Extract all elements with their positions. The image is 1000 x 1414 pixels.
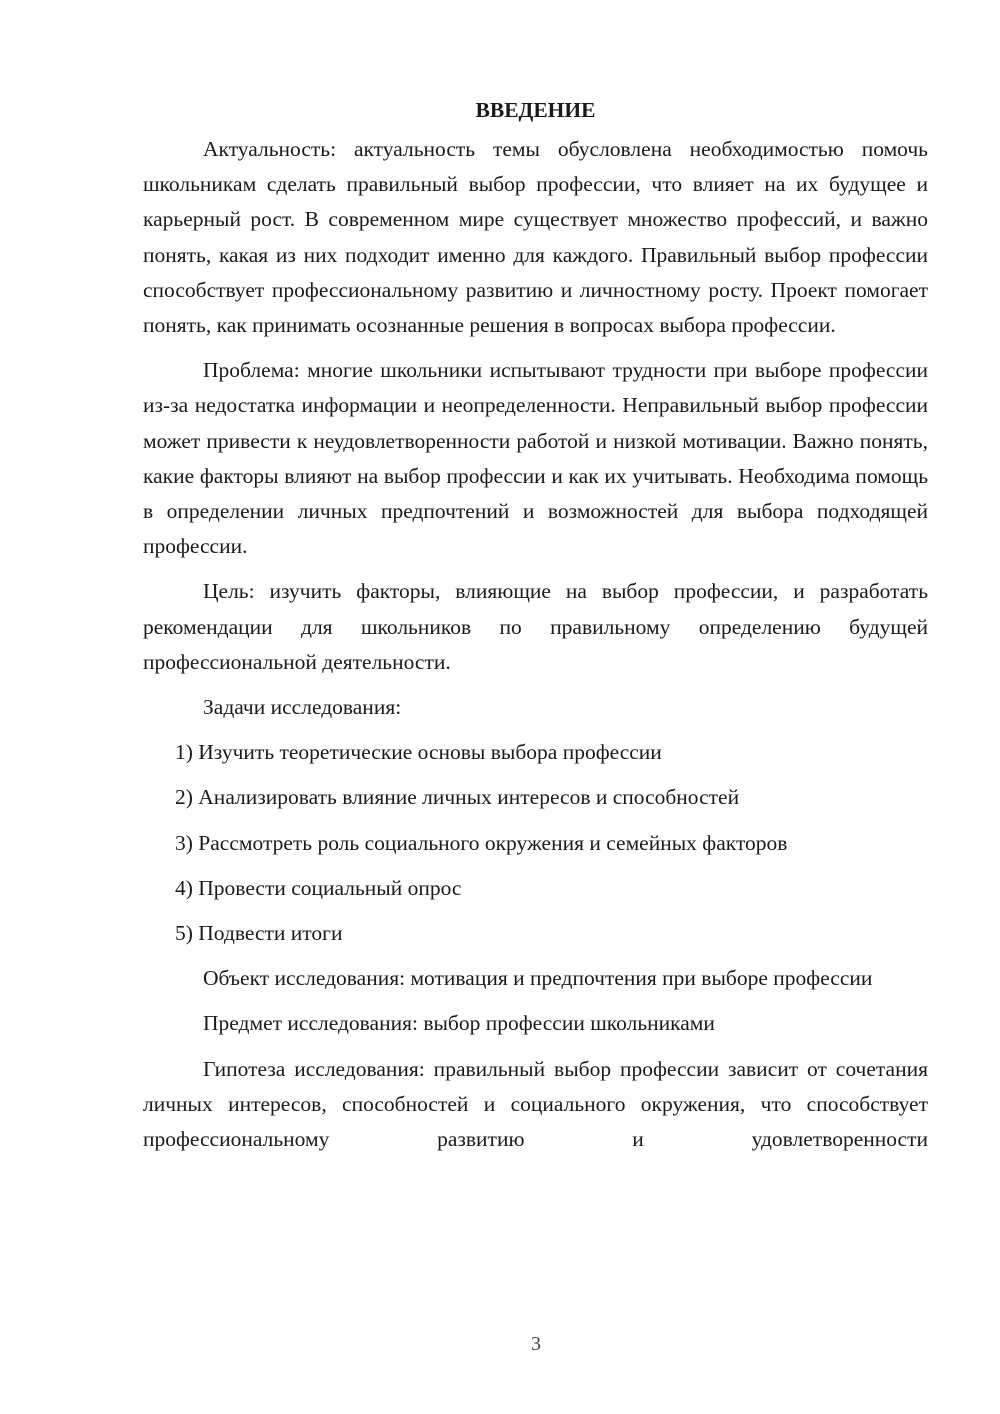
tasks-heading: Задачи исследования: — [203, 695, 402, 720]
list-item: 5) Подвести итоги — [175, 921, 343, 946]
problem-paragraph: Проблема: многие школьники испытывают трудности при выборе профессии из-за недостатка информации и неопределенности. Неправильный выбор профессии может привести к неудовлетворенности работой и низкой мотивации. Важно понять, какие факторы влияют на выбор профессии и как их учитывать. Необходима помощь в определении личных предпочтений и возможностей для выбора подходящей профессии. — [143, 358, 928, 559]
list-item: 3) Рассмотреть роль социального окружения и семейных факторов — [175, 830, 788, 855]
subject-paragraph: Предмет исследования: выбор профессии школьниками — [203, 1011, 715, 1036]
list-item: 4) Провести социальный опрос — [175, 875, 462, 900]
list-item: 1) Изучить теоретические основы выбора профессии — [175, 740, 662, 765]
list-item: 2) Анализировать влияние личных интересов и способностей — [175, 785, 740, 810]
tasks-list — [143, 735, 928, 951]
object-paragraph: Объект исследования: мотивация и предпочтения при выборе профессии — [203, 966, 873, 991]
goal-paragraph: Цель: изучить факторы, влияющие на выбор профессии, и разработать рекомендации для школьников по правильному определению будущей профессиональной деятельности. — [143, 579, 928, 674]
document-page — [143, 92, 928, 1167]
page-title: ВВЕДЕНИЕ — [475, 98, 596, 122]
hypothesis-paragraph: Гипотеза исследования: правильный выбор профессии зависит от сочетания личных интересов, способностей и социального окружения, что способствует профессиональному развитию и удовлетворенности — [143, 1056, 928, 1152]
page-number: 3 — [531, 1333, 541, 1355]
relevance-paragraph: Актуальность: актуальность темы обусловлена необходимостью помочь школьникам сделать правильный выбор профессии, что влияет на их будущее и карьерный рост. В современном мире существует множество профессий, и важно понять, какая из них подходит именно для каждого. Правильный выбор профессии способствует профессиональному развитию и личностному росту. Проект помогает понять, как принимать осознанные решения в вопросах выбора профессии. — [143, 137, 928, 338]
